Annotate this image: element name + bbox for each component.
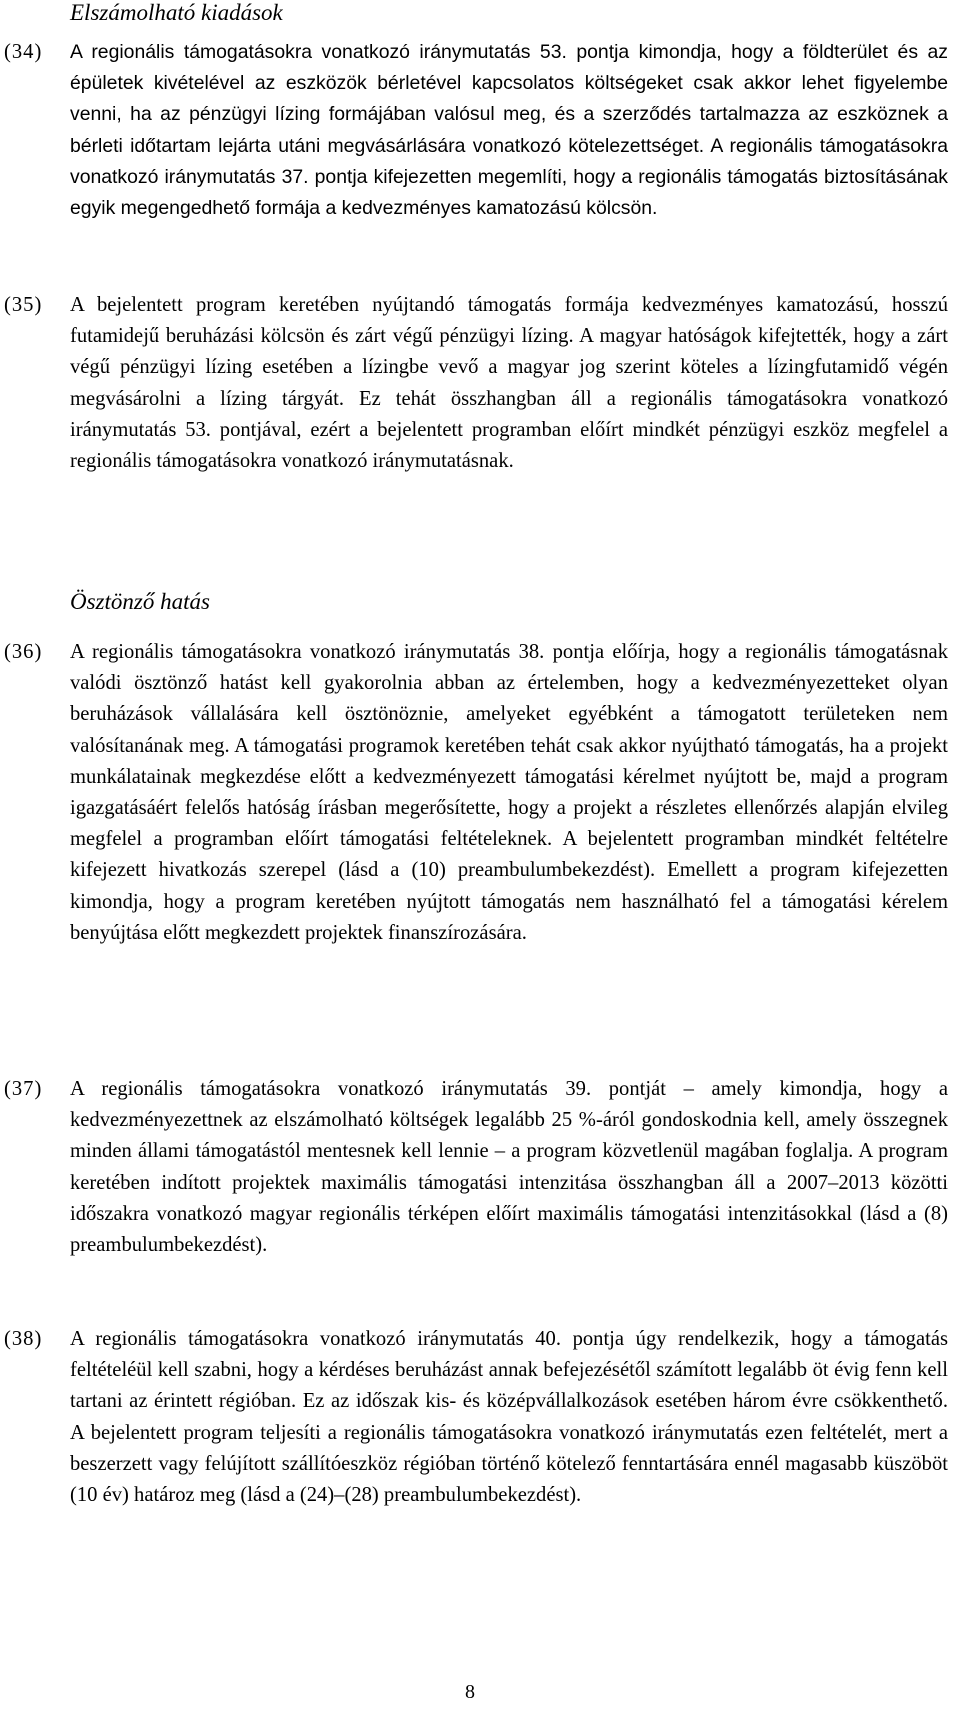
paragraph-text: A regionális támogatásokra vonatkozó iránymutatás 53. pontja kimondja, hogy a földterület és az épületek kivételével az eszközök bérletével kapcsolatos költségeket csak akkor lehet figyelembe venni, ha az pénzügyi lízing formájában valósul meg, és a szerződés tartalmazza az eszköznek a bérleti időtartam lejárta utáni megvásárlására vonatkozó kötelezettséget. A regionális támogatásokra vonatkozó iránymutatás 37. pontja kifejezetten megemlíti, hogy a regionális támogatás biztosításának egyik megengedhető formája a kedvezményes kamatozású kölcsön. [70, 41, 948, 220]
paragraph-number: (35) [4, 294, 43, 316]
paragraph-38 [4, 1324, 956, 1511]
paragraph-number: (37) [4, 1078, 43, 1100]
paragraph-text: A regionális támogatásokra vonatkozó iránymutatás 39. pontját – amely kimondja, hogy a kedvezményezettnek az elszámolható költségek legalább 25 %-áról gondoskodnia kell, amely összegnek minden állami támogatástól mentesnek kell lennie – a program közvetlenül magában foglalja. A program keretében indított projektek maximális támogatási intenzitása összhangban áll a 2007–2013 közötti időszakra vonatkozó magyar regionális térképen előírt maximális támogatási intenzitásokkal (lásd a (8) preambulumbekezdést). [70, 1078, 948, 1257]
paragraph-number: (36) [4, 641, 43, 663]
paragraph-number: (38) [4, 1328, 43, 1350]
paragraph-35 [4, 290, 956, 477]
paragraph-text: A regionális támogatásokra vonatkozó iránymutatás 40. pontja úgy rendelkezik, hogy a támogatás feltételéül kell szabni, hogy a kérdéses beruházást annak befejezésétől számított legalább öt évig fenn kell tartani az érintett régióban. Ez az időszak kis- és középvállalkozások esetében három évre csökkenthető. A bejelentett program teljesíti a regionális támogatásokra vonatkozó iránymutatás ezen feltételét, mert a beszerzett vagy felújított szállítóeszköz régióban történő kötelező fenntartására ennél magasabb küszöböt (10 év) határoz meg (lásd a (24)–(28) preambulumbekezdést). [70, 1328, 948, 1507]
paragraph-text: A bejelentett program keretében nyújtandó támogatás formája kedvezményes kamatozású, hosszú futamidejű beruházási kölcsön és zárt végű pénzügyi lízing. A magyar hatóságok kifejtették, hogy a zárt végű pénzügyi lízing esetében a lízingbe vevő a magyar jog szerint köteles a lízingfutamidő végén megvásárolni a lízing tárgyát. Ez tehát összhangban áll a regionális támogatásokra vonatkozó iránymutatás 53. pontjával, ezért a bejelentett programban előírt mindkét pénzügyi eszköz megfelel a regionális támogatásokra vonatkozó iránymutatásnak. [70, 294, 948, 473]
paragraph-text: A regionális támogatásokra vonatkozó iránymutatás 38. pontja előírja, hogy a regionális támogatásnak valódi ösztönző hatást kell gyakorolnia abban az értelemben, hogy a kedvezményezetteket olyan beruházások vállalására kell ösztönöznie, amelyeket egyébként a támogatott területeken nem valósítanának meg. A támogatási programok keretében tehát csak akkor nyújtható támogatás, ha a projekt munkálatainak megkezdése előtt a kedvezményezett támogatási kérelmet nyújtott be, majd a program igazgatásáért felelős hatóság írásban megerősítette, hogy a projekt a részletes ellenőrzés alapján elvileg megfelel a programban előírt támogatási feltételeknek. A bejelentett programban mindkét feltételre kifejezett hivatkozás szerepel (lásd a (10) preambulumbekezdést). Emellett a program kifejezetten kimondja, hogy a program keretében nyújtott támogatás nem használható fel a támogatási kérelem benyújtása előtt megkezdett projektek finanszírozására. [70, 641, 948, 944]
section-heading-eligible-costs: Elszámolható kiadások [70, 0, 283, 25]
paragraph-37 [4, 1074, 956, 1261]
page-number: 8 [465, 1681, 475, 1703]
section-heading-incentive-effect: Ösztönző hatás [70, 589, 210, 614]
paragraph-36 [4, 637, 956, 949]
paragraph-34 [4, 37, 956, 224]
paragraph-number: (34) [4, 41, 43, 63]
